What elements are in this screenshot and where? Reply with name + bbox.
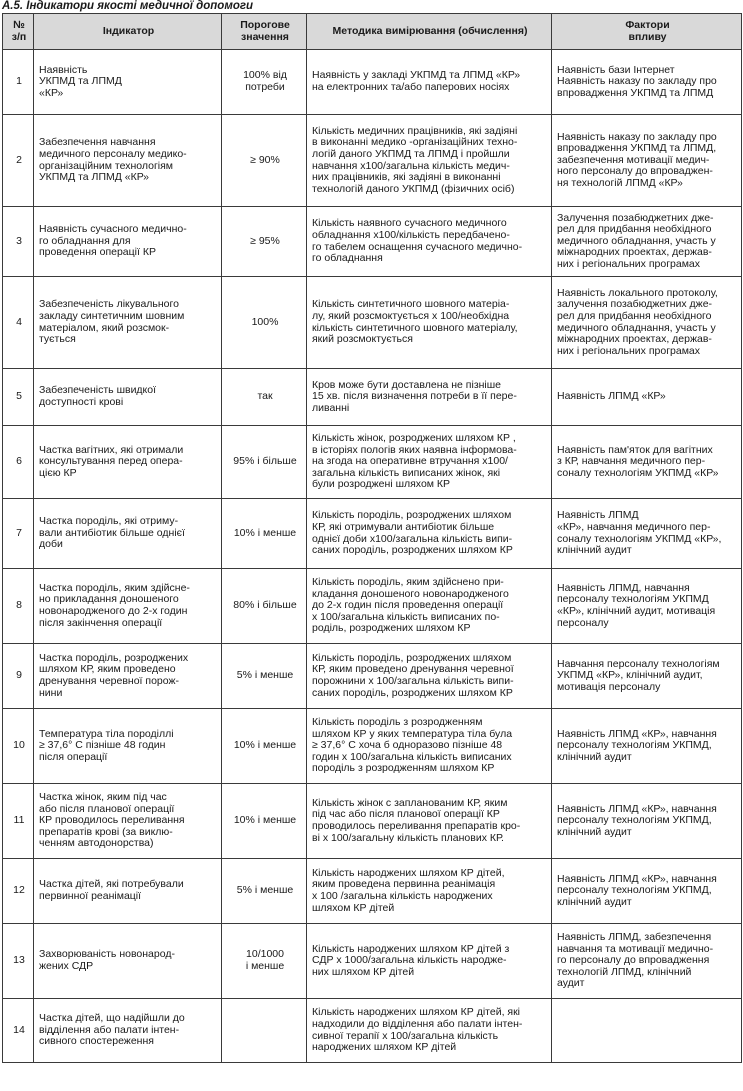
method-cell: Кількість породіль, розроджених шляхом КР, яким проведено дренування черевної порожнини х 100/загальна кількість випи- саних породіль, розроджених шляхом КР	[307, 644, 552, 709]
threshold-cell: 10/1000 і менше	[222, 924, 307, 999]
factors-cell: Наявність ЛПМД «КР», навчання персоналу технологіям УКПМД, клінічний аудит	[552, 859, 742, 924]
header-num: № з/п	[3, 14, 34, 50]
method-cell: Кількість породіль, розроджених шляхом КР, які отримували антибіотик більше однієї доби х100/загальна кількість випи- саних породіль, розроджених шляхом КР	[307, 499, 552, 569]
indicator-cell: Частка породіль, які отриму- вали антибіотик більше однієї доби	[34, 499, 222, 569]
threshold-cell	[222, 999, 307, 1063]
row-number: 6	[3, 426, 34, 499]
row-number: 1	[3, 50, 34, 115]
table-row	[3, 499, 742, 569]
indicator-cell: Температура тіла породіллі ≥ 37,6° С пізніше 48 годин після операції	[34, 709, 222, 784]
header-indicator: Індикатор	[34, 14, 222, 50]
indicator-cell: Захворюваність новонарод- жених СДР	[34, 924, 222, 999]
method-cell: Кількість медичних працівників, які задіяні в виконанні медико -організаційних техно- логій даного УКПМД та ЛПМД і пройшли навчання х100/загальна кількість медич- них працівників, які задіяні в виконанні технологій даного УКПМД (фізичних осіб)	[307, 115, 552, 207]
method-cell: Кількість народжених шляхом КР дітей, яким проведена первинна реанімація х 100 /загальна кількість народжених шляхом КР дітей	[307, 859, 552, 924]
method-cell: Кількість наявного сучасного медичного обладнання х100/кількість передбачено- го табелем оснащення сучасного медично- го обладнання	[307, 207, 552, 277]
row-number: 3	[3, 207, 34, 277]
factors-cell: Наявність наказу по закладу про впровадження УКПМД та ЛПМД, забезпечення мотивації медич- ного персоналу до впроваджен- ня технологій ЛПМД «КР»	[552, 115, 742, 207]
indicator-cell: Частка породіль, яким здійсне- но прикладання доношеного новонародженого до 2-х годин після закінчення операції	[34, 569, 222, 644]
indicator-cell: Частка породіль, розроджених шляхом КР, яким проведено дренування черевної порож- нини	[34, 644, 222, 709]
method-cell: Кількість породіль з розродженням шляхом КР у яких температура тіла була ≥ 37,6° С хоча б одноразово пізніше 48 годин х 100/загальна кількість виписаних породіль з розродженням шляхом КР	[307, 709, 552, 784]
threshold-cell: 80% і більше	[222, 569, 307, 644]
threshold-cell: так	[222, 369, 307, 426]
method-cell: Кров може бути доставлена не пізніше 15 хв. після визначення потреби в її пере- ливанні	[307, 369, 552, 426]
row-number: 11	[3, 784, 34, 859]
threshold-cell: 100% від потреби	[222, 50, 307, 115]
row-number: 14	[3, 999, 34, 1063]
table-row	[3, 50, 742, 115]
threshold-cell: 10% і менше	[222, 499, 307, 569]
table-row	[3, 709, 742, 784]
row-number: 8	[3, 569, 34, 644]
header-threshold: Порогове значення	[222, 14, 307, 50]
table-row	[3, 207, 742, 277]
indicator-cell: Забезпеченість лікувального закладу синтетичним шовним матеріалом, який розсмок- тується	[34, 277, 222, 369]
indicator-cell: Забезпечення навчання медичного персоналу медико- організаційним технологіям УКПМД та ЛПМД «КР»	[34, 115, 222, 207]
row-number: 2	[3, 115, 34, 207]
indicator-cell: Наявність УКПМД та ЛПМД «КР»	[34, 50, 222, 115]
factors-cell: Наявність ЛПМД «КР», навчання персоналу технологіям УКПМД, клінічний аудит	[552, 784, 742, 859]
header-method: Методика вимірювання (обчислення)	[307, 14, 552, 50]
threshold-cell: 95% і більше	[222, 426, 307, 499]
row-number: 12	[3, 859, 34, 924]
threshold-cell: 5% і менше	[222, 859, 307, 924]
factors-cell: Залучення позабюджетних дже- рел для придбання необхідного медичного обладнання, участь у міжнародних проектах, держав- них і регіональних програмах	[552, 207, 742, 277]
method-cell: Кількість народжених шляхом КР дітей, які надходили до відділення або палати інтен- сивної терапії х 100/загальна кількість народжених шляхом КР дітей	[307, 999, 552, 1063]
method-cell: Кількість народжених шляхом КР дітей з СДР х 1000/загальна кількість народже- них шляхом КР дітей	[307, 924, 552, 999]
method-cell: Кількість жінок, розроджених шляхом КР , в історіях пологів яких наявна інформова- на згода на оперативне втручання х100/ загальна кількість виписаних жінок, які були розроджені шляхом КР	[307, 426, 552, 499]
row-number: 13	[3, 924, 34, 999]
factors-cell: Наявність локального протоколу, залучення позабюджетних дже- рел для придбання необхідного медичного обладнання, участь у міжнародних проектах, держав- них і регіональних програмах	[552, 277, 742, 369]
method-cell: Кількість синтетичного шовного матеріа- лу, який розсмоктується х 100/необхідна кількість синтетичного шовного матеріалу, який розсмоктується	[307, 277, 552, 369]
table-row	[3, 784, 742, 859]
factors-cell: Наявність ЛПМД, навчання персоналу технологіям УКПМД «КР», клінічний аудит, мотивація персоналу	[552, 569, 742, 644]
threshold-cell: 5% і менше	[222, 644, 307, 709]
table-row	[3, 924, 742, 999]
threshold-cell: 100%	[222, 277, 307, 369]
factors-cell	[552, 999, 742, 1063]
indicator-cell: Наявність сучасного медично- го обладнання для проведення операції КР	[34, 207, 222, 277]
threshold-cell: 10% і менше	[222, 784, 307, 859]
indicator-cell: Частка жінок, яким під час або після планової операції КР проводилось переливання препаратів крові (за виклю- ченням автодонорства)	[34, 784, 222, 859]
row-number: 4	[3, 277, 34, 369]
table-row	[3, 999, 742, 1063]
indicator-cell: Частка вагітних, які отримали консультування перед опера- цією КР	[34, 426, 222, 499]
table-row	[3, 426, 742, 499]
table-body	[3, 50, 742, 1063]
table-header	[3, 14, 742, 50]
table-row	[3, 859, 742, 924]
threshold-cell: 10% і менше	[222, 709, 307, 784]
quality-indicators-table	[2, 13, 742, 1063]
header-factors: Фактори впливу	[552, 14, 742, 50]
indicator-cell: Частка дітей, які потребували первинної реанімації	[34, 859, 222, 924]
method-cell: Кількість жінок с запланованим КР, яким під час або після планової операції КР проводилось переливання препаратів кро- ві х 100/загальну кількість планових КР.	[307, 784, 552, 859]
table-row	[3, 644, 742, 709]
method-cell: Наявність у закладі УКПМД та ЛПМД «КР» на електронних та/або паперових носіях	[307, 50, 552, 115]
row-number: 5	[3, 369, 34, 426]
table-row	[3, 115, 742, 207]
table-row	[3, 569, 742, 644]
factors-cell: Наявність ЛПМД «КР», навчання медичного пер- соналу технологіям УКПМД «КР», клінічний аудит	[552, 499, 742, 569]
factors-cell: Наявність ЛПМД «КР», навчання персоналу технологіям УКПМД, клінічний аудит	[552, 709, 742, 784]
indicator-cell: Частка дітей, що надійшли до відділення або палати інтен- сивного спостереження	[34, 999, 222, 1063]
factors-cell: Наявність бази Інтернет Наявність наказу по закладу про впровадження УКПМД та ЛПМД	[552, 50, 742, 115]
method-cell: Кількість породіль, яким здійснено при- кладання доношеного новонародженого до 2-х годин після проведення операції х 100/загальна кількість виписаних по- роділь, розроджених шляхом КР	[307, 569, 552, 644]
threshold-cell: ≥ 95%	[222, 207, 307, 277]
factors-cell: Навчання персоналу технологіям УКПМД «КР», клінічний аудит, мотивація персоналу	[552, 644, 742, 709]
row-number: 7	[3, 499, 34, 569]
indicator-cell: Забезпеченість швидкої доступності крові	[34, 369, 222, 426]
factors-cell: Наявність ЛПМД, забезпечення навчання та мотивації медично- го персоналу до впровадження технологій ЛПМД, клінічний аудит	[552, 924, 742, 999]
row-number: 9	[3, 644, 34, 709]
factors-cell: Наявність ЛПМД «КР»	[552, 369, 742, 426]
threshold-cell: ≥ 90%	[222, 115, 307, 207]
factors-cell: Наявність пам'яток для вагітних з КР, навчання медичного пер- соналу технологіям УКПМД «КР»	[552, 426, 742, 499]
row-number: 10	[3, 709, 34, 784]
table-row	[3, 277, 742, 369]
page-title: А.5. Індикатори якості медичної допомоги	[2, 0, 254, 12]
table-row	[3, 369, 742, 426]
